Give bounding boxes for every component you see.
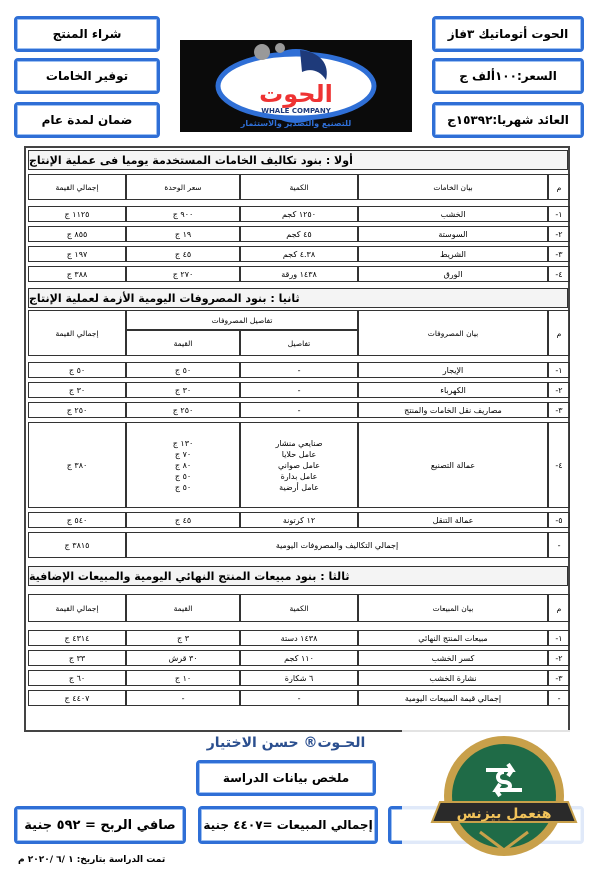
- total-sales-box: [198, 806, 378, 844]
- summary-title: ملخص بيانات الدراسة: [222, 771, 350, 785]
- section1-header: بيان الخامات: [358, 174, 548, 200]
- section3-row-cell: كسر الخشب: [358, 650, 548, 666]
- section1-row-cell: ١٤٣٨ ورقة: [240, 266, 358, 282]
- section1-row-cell: ٣٨٨ ج: [28, 266, 126, 282]
- section3-row-cell: -: [240, 690, 358, 706]
- net-profit: صافي الربح = ٥٩٢ جنية: [24, 817, 176, 833]
- section3-row-cell: -: [548, 690, 570, 706]
- transport-num: ٥-: [548, 512, 570, 528]
- costs-sum-total: ٣٨١٥ ج: [28, 532, 126, 558]
- buy-product-box: [14, 16, 160, 52]
- labor-values-line: ٧٠ ج: [174, 449, 192, 459]
- whale-company-logo: [180, 40, 412, 132]
- logo-english: WHALE COMPANY: [261, 107, 331, 115]
- section1-row-cell: الشريط: [358, 246, 548, 262]
- section3-header: بيان المبيعات: [358, 594, 548, 622]
- section3-header: م: [548, 594, 570, 622]
- logo-arabic: الحوت: [259, 80, 333, 108]
- section2-row-total: ٣٠ ج: [28, 382, 126, 398]
- buy-product-text: شراء المنتج: [52, 27, 122, 41]
- section1-header: م: [548, 174, 570, 200]
- labor-values-line: ٥٠ ج: [174, 482, 192, 492]
- section1-row-cell: ١٩٧ ج: [28, 246, 126, 262]
- section2-row-details: -: [240, 362, 358, 378]
- section1-header: إجمالي القيمة: [28, 174, 126, 200]
- section1-row-cell: ١٩ ج: [126, 226, 240, 242]
- section2-row-value: ٣٠ ج: [126, 382, 240, 398]
- product-model: الحوت أتوماتيك ٣فاز: [447, 27, 569, 41]
- labor-values-line: ٥٠ ج: [174, 471, 192, 481]
- section3-row-cell: -: [126, 690, 240, 706]
- labor-values-line: ٨٠ ج: [174, 460, 192, 470]
- price-box: [432, 58, 584, 94]
- section2-row-item: مصاريف نقل الخامات والمنتج: [358, 402, 548, 418]
- section1-row-cell: الخشب: [358, 206, 548, 222]
- section3-row-cell: ٣٣ ج: [28, 650, 126, 666]
- section3-row-cell: ٦٠ ج: [28, 670, 126, 686]
- labor-details-line: عامل صواني: [277, 460, 321, 470]
- section1-header: سعر الوحدة: [126, 174, 240, 200]
- section1-row-cell: ١١٢٥ ج: [28, 206, 126, 222]
- section2-header-num: م: [548, 310, 570, 356]
- section2-row-item: الكهرباء: [358, 382, 548, 398]
- section3-title: ثالثا : بنود مبيعات المنتج النهائي اليومية والمبيعات الإضافية: [28, 566, 568, 586]
- section2-header-value: القيمة: [126, 330, 240, 356]
- section1-title: أولا : بنود تكاليف الخامات المستخدمة يوميا فى عملية الإنتاج: [28, 150, 568, 170]
- net-profit-box: [14, 806, 186, 844]
- section1-row-cell: ٢-: [548, 226, 570, 242]
- transport-item: عمالة التنقل: [358, 512, 548, 528]
- section1-row-cell: الورق: [358, 266, 548, 282]
- section2-row-num: ٢-: [548, 382, 570, 398]
- business-watermark: [420, 732, 588, 864]
- section1-row-cell: ١٢٥٠ كجم: [240, 206, 358, 222]
- section1-row-cell: ٤.٣٨ كجم: [240, 246, 358, 262]
- section1-row-cell: ٤٥ كجم: [240, 226, 358, 242]
- brand-slogan: الحـوت® حسن الاختيار: [206, 735, 366, 751]
- section2-header-details-group: تفاصيل المصروفات: [126, 310, 358, 330]
- study-table: [24, 146, 570, 732]
- section3-row-cell: ١١٠ كجم: [240, 650, 358, 666]
- section1-row-cell: ٨٥٥ ج: [28, 226, 126, 242]
- labor-details: [240, 422, 358, 508]
- labor-item: عمالة التصنيع: [358, 422, 548, 508]
- section3-row-cell: ١-: [548, 630, 570, 646]
- section3-header: القيمة: [126, 594, 240, 622]
- section2-row-num: ١-: [548, 362, 570, 378]
- section2-row-details: -: [240, 382, 358, 398]
- costs-sum-label: إجمالي التكاليف والمصروفات اليومية: [126, 532, 548, 558]
- labor-num: ٤-: [548, 422, 570, 508]
- section1-row-cell: السوستة: [358, 226, 548, 242]
- price-text: السعر:١٠٠ألف ج: [459, 69, 557, 83]
- study-date: تمت الدراسة بتاريخ: ١ /٦ /٢٠٢٠ م: [18, 855, 166, 865]
- table-grid: [26, 148, 568, 730]
- warranty-box: [14, 102, 160, 138]
- monthly-return-box: [432, 102, 584, 138]
- section2-header-total: إجمالي القيمة: [28, 310, 126, 356]
- section3-header: إجمالي القيمة: [28, 594, 126, 622]
- labor-details-line: عامل حلايا: [281, 449, 317, 459]
- section3-row-cell: ٤٣١٤ ج: [28, 630, 126, 646]
- transport-total: ٥٤٠ ج: [28, 512, 126, 528]
- labor-details-line: صنايعي منشار: [275, 438, 323, 448]
- section3-row-cell: إجمالي قيمة المبيعات اليومية: [358, 690, 548, 706]
- section1-row-cell: ٩٠٠ ج: [126, 206, 240, 222]
- section3-row-cell: مبيعات المنتج النهائي: [358, 630, 548, 646]
- section3-row-cell: ١٤٣٨ دستة: [240, 630, 358, 646]
- costs-sum-num: -: [548, 532, 570, 558]
- transport-value: ٤٥ ج: [126, 512, 240, 528]
- section1-row-cell: ٣-: [548, 246, 570, 262]
- section3-row-cell: نشارة الخشب: [358, 670, 548, 686]
- section3-row-cell: ٤٤٠٧ ج: [28, 690, 126, 706]
- monthly-return-text: العائد شهريا:١٥٣٩٢ج: [447, 113, 569, 127]
- labor-details-line: عامل بدارة: [280, 471, 318, 481]
- section1-row-cell: ٢٧٠ ج: [126, 266, 240, 282]
- warranty-text: ضمان لمدة عام: [41, 113, 133, 127]
- section3-header: الكمية: [240, 594, 358, 622]
- section2-title: ثانيا : بنود المصروفات اليومية الأزمة لعملية الإنتاج: [28, 288, 568, 308]
- section2-row-total: ٢٥٠ ج: [28, 402, 126, 418]
- section3-row-cell: ٣-: [548, 670, 570, 686]
- materials-box: [14, 58, 160, 94]
- section3-row-cell: ٣٠ قرش: [126, 650, 240, 666]
- summary-title-box: [196, 760, 376, 796]
- section2-row-details: -: [240, 402, 358, 418]
- labor-details-line: عامل أرضية: [279, 482, 319, 492]
- section3-row-cell: ١٠ ج: [126, 670, 240, 686]
- labor-total: ٣٨٠ ج: [28, 422, 126, 508]
- materials-text: توفير الخامات: [45, 69, 129, 83]
- total-sales: إجمالي المبيعات =٤٤٠٧ جنية: [203, 818, 373, 832]
- section3-row-cell: ٢-: [548, 650, 570, 666]
- section1-header: الكمية: [240, 174, 358, 200]
- section2-row-total: ٥٠ ج: [28, 362, 126, 378]
- section3-row-cell: ٣ ج: [126, 630, 240, 646]
- logo-tagline: للتصنيع والتصدير والاستثمار: [240, 119, 352, 128]
- product-model-box: [432, 16, 584, 52]
- section3-row-cell: ٦ شكارة: [240, 670, 358, 686]
- watermark-text: هنعمل بيزنس: [456, 806, 552, 822]
- section1-row-cell: ٤٥ ج: [126, 246, 240, 262]
- section1-row-cell: ١-: [548, 206, 570, 222]
- section2-row-item: الإيجار: [358, 362, 548, 378]
- section1-row-cell: ٤-: [548, 266, 570, 282]
- section2-header-details: تفاصيل: [240, 330, 358, 356]
- labor-values-line: ١٣٠ ج: [172, 438, 194, 448]
- section2-row-num: ٣-: [548, 402, 570, 418]
- section2-row-value: ٢٥٠ ج: [126, 402, 240, 418]
- section2-row-value: ٥٠ ج: [126, 362, 240, 378]
- section2-header-item: بيان المصروفات: [358, 310, 548, 356]
- transport-details: ١٢ كرتونة: [240, 512, 358, 528]
- labor-values: [126, 422, 240, 508]
